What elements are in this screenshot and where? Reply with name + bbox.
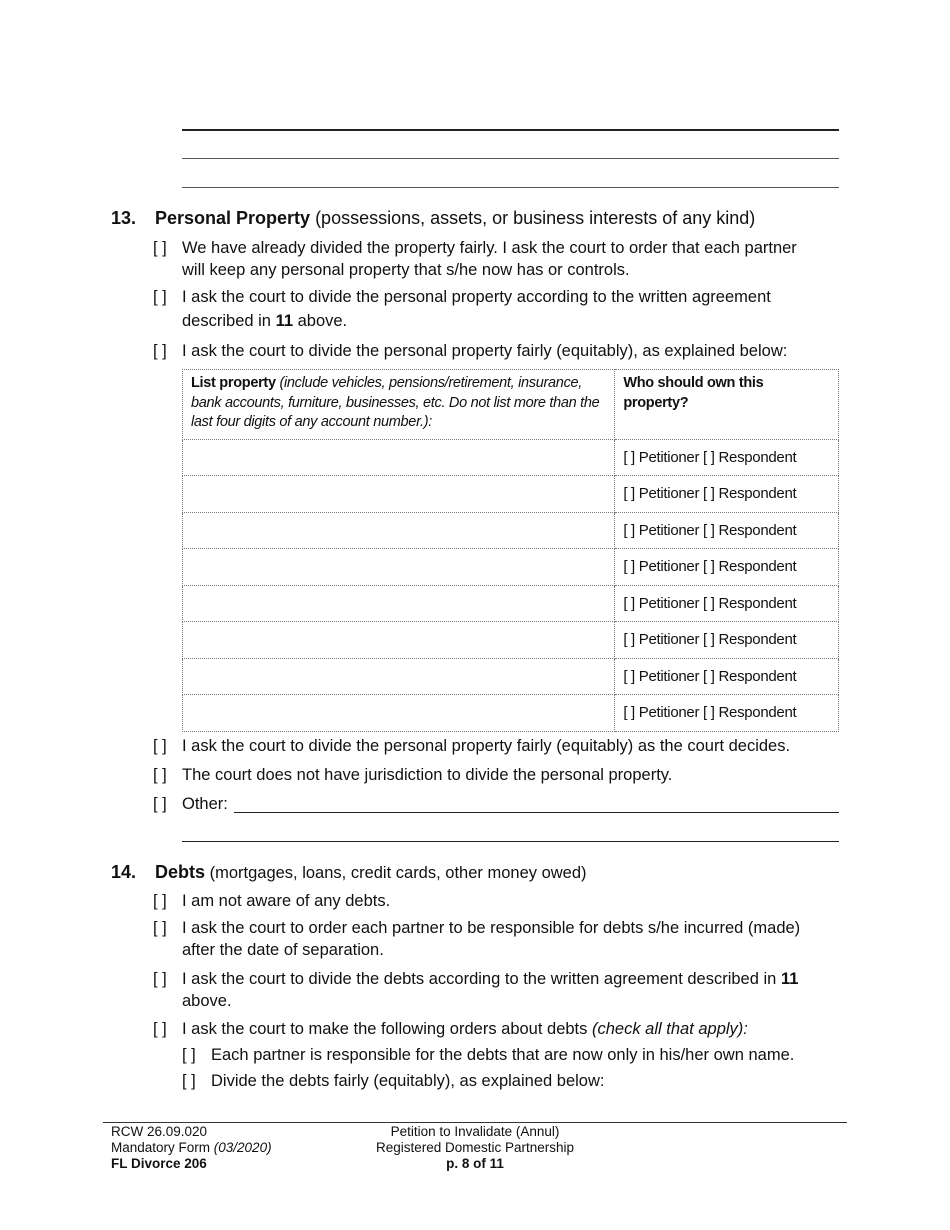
property-cell[interactable]: [183, 622, 615, 659]
section-reference: 11: [275, 312, 294, 330]
option-other-label: Other:: [182, 795, 228, 813]
other-input-line-2[interactable]: [182, 841, 839, 842]
section-13-number: 13.: [111, 208, 137, 228]
owner-cell[interactable]: [ ] Petitioner [ ] Respondent: [615, 439, 839, 476]
footer-page-number: p. 8 of 11: [446, 1156, 504, 1171]
checkbox-debt-orders[interactable]: [ ]: [153, 1020, 167, 1038]
option-written-agreement-post: above.: [293, 312, 348, 330]
property-cell[interactable]: [183, 695, 615, 732]
footer-center: [345, 1124, 605, 1172]
table-row: [183, 695, 839, 732]
footer-divider: [103, 1122, 847, 1123]
list-property-instructions: (include vehicles, pensions/retirement, insurance, bank accounts, furniture, businesses, etc. Do not list more than the last four digits of any account number.):: [191, 375, 600, 430]
property-cell[interactable]: [183, 439, 615, 476]
table-row: [183, 476, 839, 513]
table-row: [183, 512, 839, 549]
section-13-title: [155, 208, 755, 229]
option-divide-debts-text: Divide the debts fairly (equitably), as explained below:: [211, 1072, 605, 1090]
section-14-title: [155, 862, 587, 883]
option-own-name-debts-text: Each partner is responsible for the debts that are now only in his/her own name.: [211, 1046, 795, 1064]
option-own-debts-line2: after the date of separation.: [182, 941, 384, 959]
property-cell[interactable]: [183, 512, 615, 549]
table-row: [183, 549, 839, 586]
option-debts-agreement-line1: I ask the court to divide the debts according to the written agreement described in: [182, 970, 781, 988]
option-debts-agreement-line2: above.: [182, 992, 232, 1010]
option-own-debts-text: [182, 917, 800, 961]
section-13-title-rest: (possessions, assets, or business interests of any kind): [310, 208, 756, 228]
property-cell[interactable]: [183, 658, 615, 695]
footer-left: [111, 1124, 272, 1172]
option-debt-orders-label: I ask the court to make the following orders about debts: [182, 1020, 592, 1038]
section-reference: 11: [780, 970, 799, 988]
option-no-jurisdiction-text: The court does not have jurisdiction to divide the personal property.: [182, 766, 673, 784]
property-cell[interactable]: [183, 585, 615, 622]
checkbox-debts-agreement[interactable]: [ ]: [153, 970, 167, 988]
section-14-number: 14.: [111, 862, 137, 882]
table-row: [183, 585, 839, 622]
owner-cell[interactable]: [ ] Petitioner [ ] Respondent: [615, 476, 839, 513]
option-debt-orders-note: (check all that apply):: [591, 1020, 748, 1038]
footer-form-id: FL Divorce 206: [111, 1156, 207, 1171]
list-property-header: [183, 370, 615, 440]
list-property-label: List property: [191, 375, 276, 391]
table-row: [183, 439, 839, 476]
footer-form-title-2: Registered Domestic Partnership: [375, 1140, 575, 1155]
section-13-title-bold: Personal Property: [155, 208, 311, 228]
checkbox-divide-debts[interactable]: [ ]: [182, 1072, 196, 1090]
other-input-line-1[interactable]: [234, 812, 839, 813]
checkbox-divide-explained[interactable]: [ ]: [153, 342, 167, 360]
checkbox-other[interactable]: [ ]: [153, 795, 167, 813]
checkbox-own-debts[interactable]: [ ]: [153, 919, 167, 937]
owner-cell[interactable]: [ ] Petitioner [ ] Respondent: [615, 658, 839, 695]
owner-cell[interactable]: [ ] Petitioner [ ] Respondent: [615, 549, 839, 586]
table-row: [183, 658, 839, 695]
property-cell[interactable]: [183, 476, 615, 513]
checkbox-no-jurisdiction[interactable]: [ ]: [153, 766, 167, 784]
owner-cell[interactable]: [ ] Petitioner [ ] Respondent: [615, 585, 839, 622]
option-written-agreement-line1: I ask the court to divide the personal property according to the written agreement: [182, 288, 771, 306]
footer-form-title-1: Petition to Invalidate (Annul): [390, 1124, 560, 1139]
checkbox-written-agreement[interactable]: [ ]: [153, 288, 167, 306]
option-divided-fairly-line1: We have already divided the property fairly. I ask the court to order that each partner: [182, 239, 797, 257]
option-court-decides-text: I ask the court to divide the personal property fairly (equitably) as the court decides.: [182, 737, 791, 755]
checkbox-court-decides[interactable]: [ ]: [153, 737, 167, 755]
section-14-title-rest: (mortgages, loans, credit cards, other money owed): [205, 864, 587, 882]
option-divide-explained-text: I ask the court to divide the personal property fairly (equitably), as explained below:: [182, 342, 788, 360]
property-table: [182, 369, 839, 732]
section-14-title-bold: Debts: [155, 862, 206, 882]
option-debt-orders-text: [182, 1018, 748, 1040]
owner-cell[interactable]: [ ] Petitioner [ ] Respondent: [615, 622, 839, 659]
blank-line-3[interactable]: [182, 187, 839, 188]
option-divided-fairly-line2: will keep any personal property that s/he now has or controls.: [182, 261, 630, 279]
checkbox-no-debts[interactable]: [ ]: [153, 892, 167, 910]
owner-cell[interactable]: [ ] Petitioner [ ] Respondent: [615, 695, 839, 732]
checkbox-divided-fairly[interactable]: [ ]: [153, 239, 167, 257]
option-own-debts-line1: I ask the court to order each partner to be responsible for debts s/he incurred (made): [182, 919, 801, 937]
footer-statute: RCW 26.09.020: [111, 1124, 208, 1139]
property-cell[interactable]: [183, 549, 615, 586]
option-no-debts-text: I am not aware of any debts.: [182, 892, 391, 910]
property-table-header: [183, 370, 839, 440]
blank-line-2[interactable]: [182, 158, 839, 159]
blank-line-1[interactable]: [182, 129, 839, 131]
owner-header: [615, 370, 839, 440]
option-divided-fairly-text: [182, 237, 797, 281]
option-written-agreement-text: [182, 286, 771, 332]
owner-header-label: Who should own this property?: [623, 375, 764, 411]
footer-form-date: (03/2020): [213, 1140, 272, 1155]
option-written-agreement-pre: described in: [182, 312, 276, 330]
owner-cell[interactable]: [ ] Petitioner [ ] Respondent: [615, 512, 839, 549]
checkbox-own-name-debts[interactable]: [ ]: [182, 1046, 196, 1064]
footer-mandatory-form: Mandatory Form: [111, 1140, 214, 1155]
option-debts-agreement-text: [182, 968, 798, 1012]
table-row: [183, 622, 839, 659]
